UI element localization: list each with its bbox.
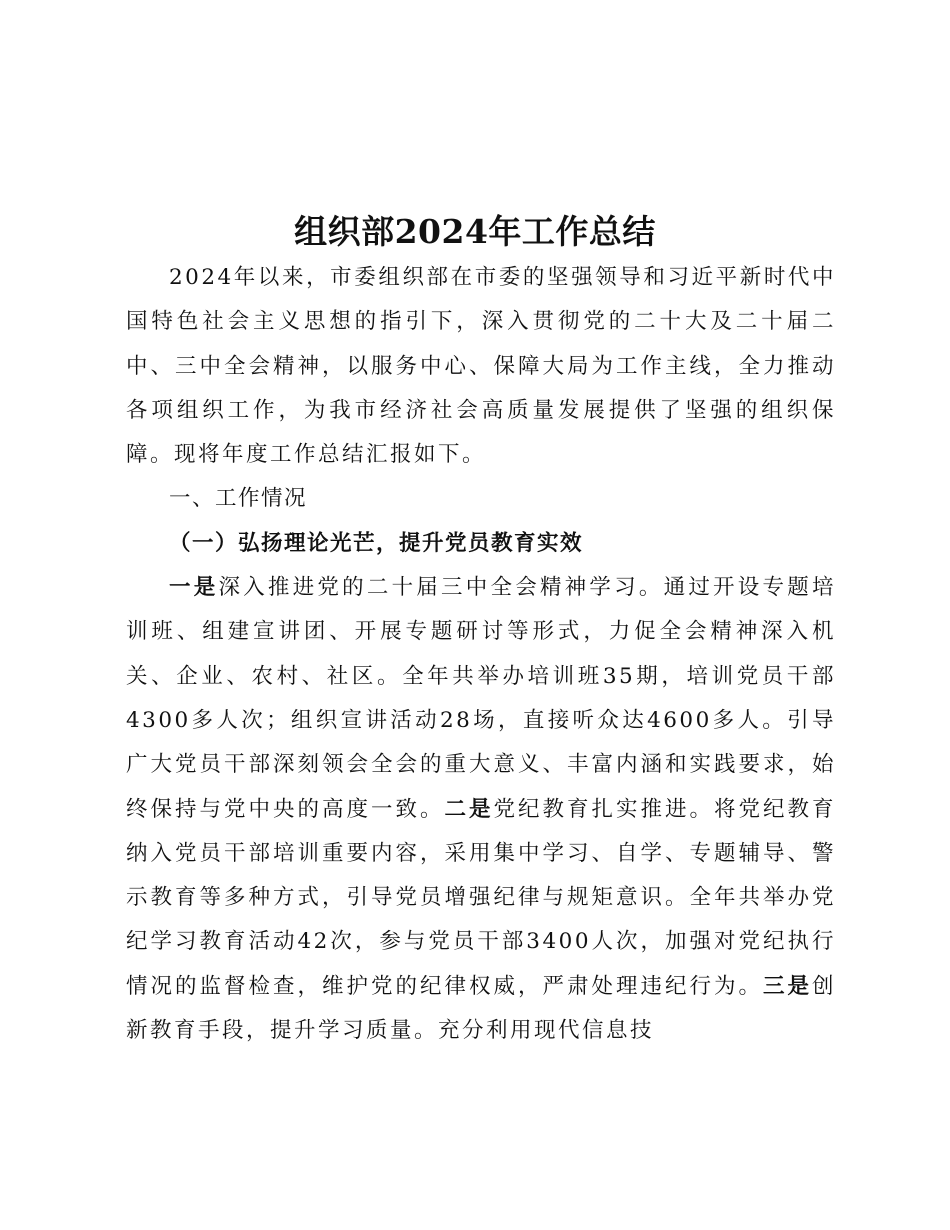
point2-text: 党纪教育扎实推进。将党纪教育纳入党员干部培训重要内容，采用集中学习、自学、专题辅导、警示教育等多种方式，引导党员增强纪律与规矩意识。全年共举办党纪学习教育活动42次，参与党员干部3400人次，加强对党纪执行情况的监督检查，维护党的纪律权威，严肃处理违纪行为。 [126, 796, 836, 999]
point3-lead: 三是 [762, 973, 812, 999]
document-title: 组织部2024年工作总结 [294, 212, 656, 251]
document-body [126, 256, 836, 1053]
point3-text: 创新教育手段，提升学习质量。充分利用现代信息技 [126, 973, 836, 1044]
intro-paragraph: 2024年以来，市委组织部在市委的坚强领导和习近平新时代中国特色社会主义思想的指引下，深入贯彻党的二十大及二十届二中、三中全会精神，以服务中心、保障大局为工作主线，全力推动各项组织工作，为我市经济社会高质量发展提供了坚强的组织保障。现将年度工作总结汇报如下。 [126, 265, 836, 468]
point2-lead: 二是 [444, 796, 494, 822]
point1-lead: 一是 [169, 575, 219, 601]
section-heading-work-status: 一、工作情况 [169, 486, 308, 512]
point1-text: 深入推进党的二十届三中全会精神学习。通过开设专题培训班、组建宣讲团、开展专题研讨等形式，力促全会精神深入机关、企业、农村、社区。全年共举办培训班35期，培训党员干部4300多人次；组织宣讲活动28场，直接听众达4600多人。引导广大党员干部深刻领会全会的重大意义、丰富内涵和实践要求，始终保持与党中央的高度一致。 [126, 575, 836, 822]
points-paragraph [126, 566, 836, 1053]
subsection-heading-theory-education: （一）弘扬理论光芒，提升党员教育实效 [169, 530, 584, 556]
